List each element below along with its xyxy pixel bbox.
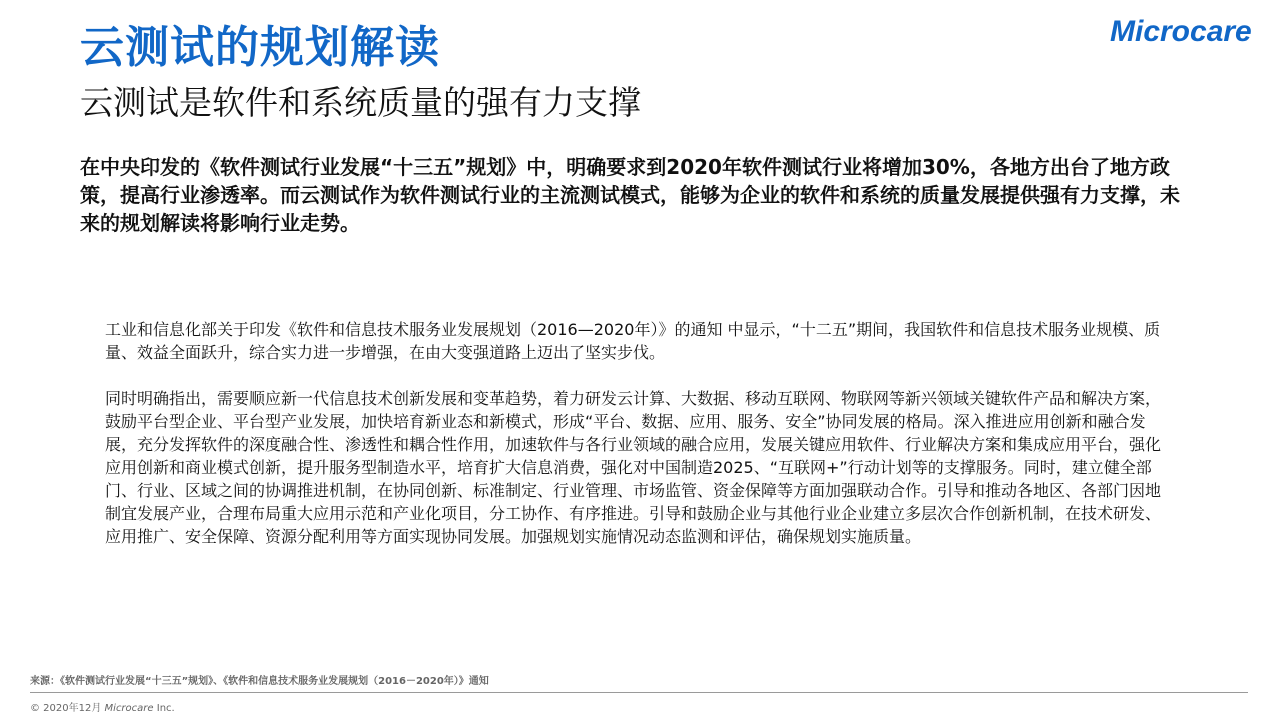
footer-divider (30, 692, 1248, 693)
page-subtitle: 云测试是软件和系统质量的强有力支撑 (80, 83, 641, 122)
copyright-brand: Microcare (104, 703, 154, 714)
company-logo: Microcare (1110, 15, 1252, 48)
intro-paragraph: 在中央印发的《软件测试行业发展“十三五”规划》中，明确要求到2020年软件测试行业将增加30%，各地方出台了地方政策，提高行业渗透率。而云测试作为软件测试行业的主流测试模式，能够为企业的软件和系统的质量发展提供强有力支撑，未来的规划解读将影响行业走势。 (80, 155, 1180, 235)
copyright-suffix: Inc. (153, 703, 175, 714)
page-title: 云测试的规划解读 (80, 22, 440, 73)
copyright-notice (30, 702, 175, 716)
body-text (105, 318, 1170, 571)
copyright-prefix: © 2020年12月 (30, 703, 105, 714)
body-paragraph-1: 工业和信息化部关于印发《软件和信息技术服务业发展规划（2016—2020年）》的通知 中显示，“十二五”期间，我国软件和信息技术服务业规模、质量、效益全面跃升，综合实力进一步增强，在由大变强道路上迈出了坚实步伐。 (105, 320, 1161, 362)
source-note: 来源：《软件测试行业发展“十三五”规划》、《软件和信息技术服务业发展规划（2016－2020年）》通知 (30, 676, 489, 687)
body-paragraph-2: 同时明确指出，需要顺应新一代信息技术创新发展和变革趋势，着力研发云计算、大数据、移动互联网、物联网等新兴领域关键软件产品和解决方案，鼓励平台型企业、平台型产业发展，加快培育新业态和新模式，形成“平台、数据、应用、服务、安全”协同发展的格局。深入推进应用创新和融合发展，充分发挥软件的深度融合性、渗透性和耦合性作用，加速软件与各行业领域的融合应用，发展关键应用软件、行业解决方案和集成应用平台，强化应用创新和商业模式创新，提升服务型制造水平，培育扩大信息消费，强化对中国制造2025、“互联网+”行动计划等的支撑服务。同时，建立健全部门、行业、区域之间的协调推进机制，在协同创新、标准制定、行业管理、市场监管、资金保障等方面加强联动合作。引导和推动各地区、各部门因地制宜发展产业，合理布局重大应用示范和产业化项目，分工协作、有序推进。引导和鼓励企业与其他行业企业建立多层次合作创新机制，在技术研发、应用推广、安全保障、资源分配利用等方面实现协同发展。加强规划实施情况动态监测和评估，确保规划实施质量。 (105, 389, 1162, 546)
